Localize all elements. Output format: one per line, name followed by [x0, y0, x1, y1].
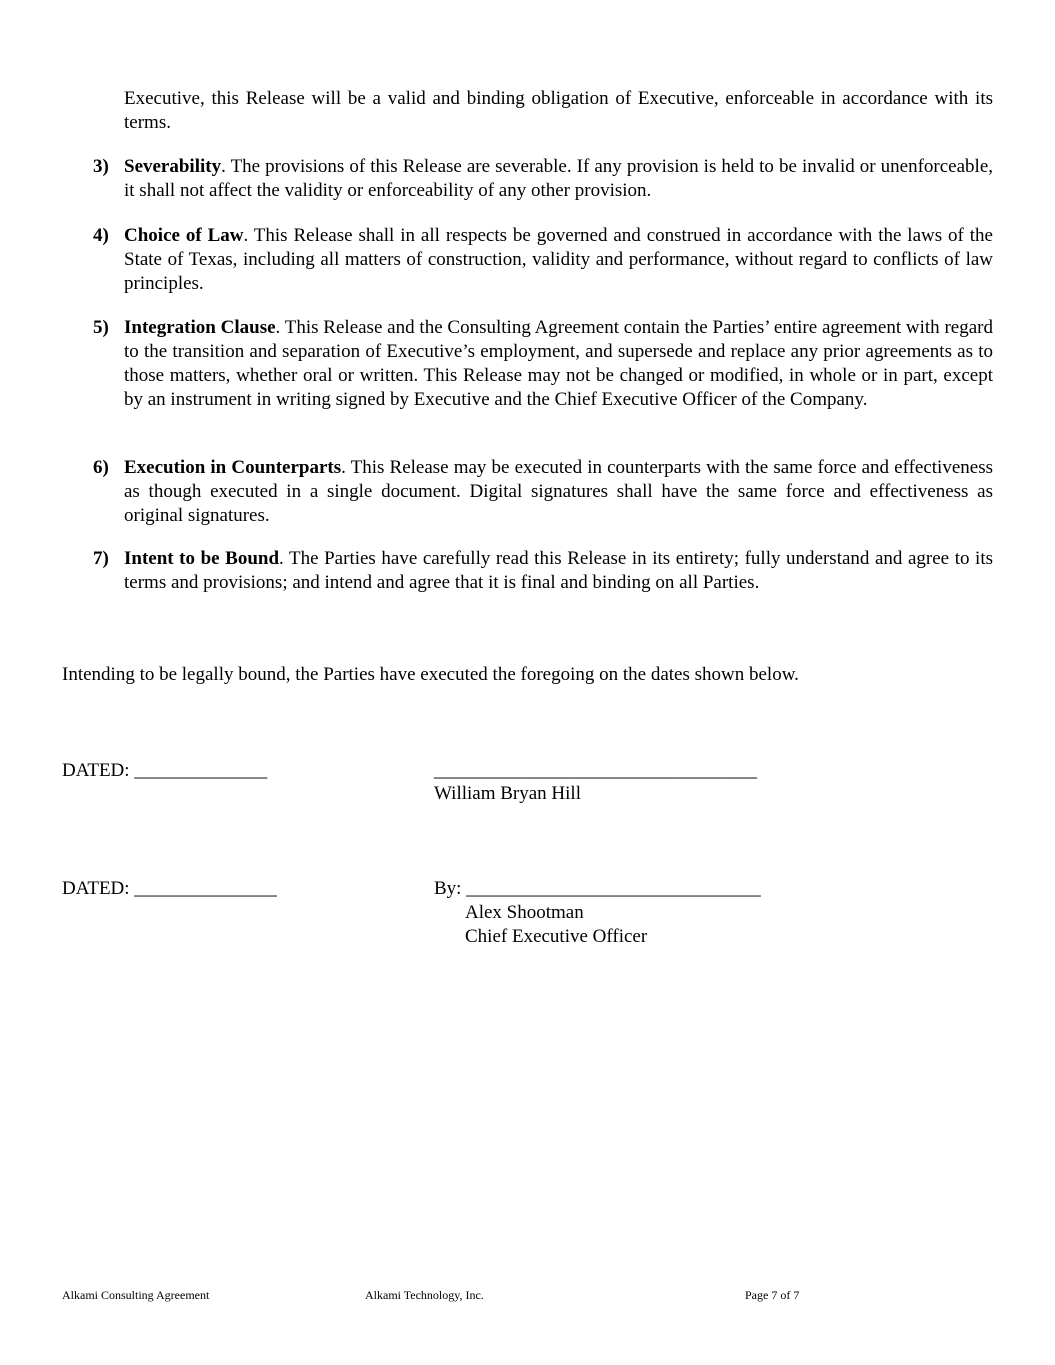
section-text: . This Release and the Consulting Agreement contain the Parties’ entire agreement with regard to the transition and separation of Executive’s employment, and supersede and replace any prior agreements as to those matters, whether oral or written. This Release may not be changed or modified, in whole or in part, except by an instrument in writing signed by Executive and the Chief Executive Officer of the Company.: [124, 317, 993, 410]
signature-line-shootman: By: _______________________________: [434, 878, 761, 899]
dated-field-hill: DATED: ______________: [62, 760, 268, 781]
section-number: 4): [93, 225, 109, 246]
section-severability: [93, 155, 993, 203]
section-heading: Integration Clause: [124, 317, 276, 338]
section-body: [124, 456, 993, 528]
section-text: . The Parties have carefully read this Release in its entirety; fully understand and agree to its terms and provisions; and intend and agree that it is final and binding on all Parties.: [124, 548, 993, 593]
section-number: 5): [93, 317, 109, 338]
section-text: . This Release may be executed in counterparts with the same force and effectiveness as though executed in a single document. Digital signatures shall have the same force and effectiveness as original signatures.: [124, 457, 993, 526]
section-intent-to-be-bound: [93, 547, 993, 595]
section-heading: Intent to be Bound: [124, 548, 280, 569]
section-number: 6): [93, 457, 109, 478]
continuation-paragraph: Executive, this Release will be a valid and binding obligation of Executive, enforceable in accordance with its terms.: [124, 88, 993, 133]
closing-statement: Intending to be legally bound, the Parties have executed the foregoing on the dates shown below.: [62, 664, 799, 685]
section-choice-of-law: [93, 224, 993, 296]
section-integration-clause: [93, 316, 993, 412]
signer-title-shootman: Chief Executive Officer: [465, 926, 648, 947]
section-number: 7): [93, 548, 109, 569]
section-number: 3): [93, 156, 109, 177]
footer-center: Alkami Technology, Inc.: [365, 1288, 484, 1302]
signature-line-hill: __________________________________: [434, 760, 757, 781]
section-text: . This Release shall in all respects be governed and construed in accordance with the laws of the State of Texas, including all matters of construction, validity and performance, without regard to conflicts of law principles.: [124, 225, 993, 294]
section-execution-in-counterparts: [93, 456, 993, 528]
footer-left: Alkami Consulting Agreement: [62, 1288, 210, 1302]
section-heading: Execution in Counterparts: [124, 457, 342, 478]
section-body: [124, 224, 993, 296]
signer-name-hill: William Bryan Hill: [434, 783, 581, 804]
section-body: [124, 155, 993, 203]
section-heading: Choice of Law: [124, 225, 244, 246]
footer-page-number: Page 7 of 7: [745, 1288, 800, 1302]
section-body: [124, 547, 993, 595]
signer-name-shootman: Alex Shootman: [465, 902, 584, 923]
section-body: [124, 316, 993, 412]
section-text: . The provisions of this Release are severable. If any provision is held to be invalid or unenforceable, it shall not affect the validity or enforceability of any other provision.: [124, 156, 993, 201]
dated-field-shootman: DATED: _______________: [62, 878, 277, 899]
section-heading: Severability: [124, 156, 222, 177]
